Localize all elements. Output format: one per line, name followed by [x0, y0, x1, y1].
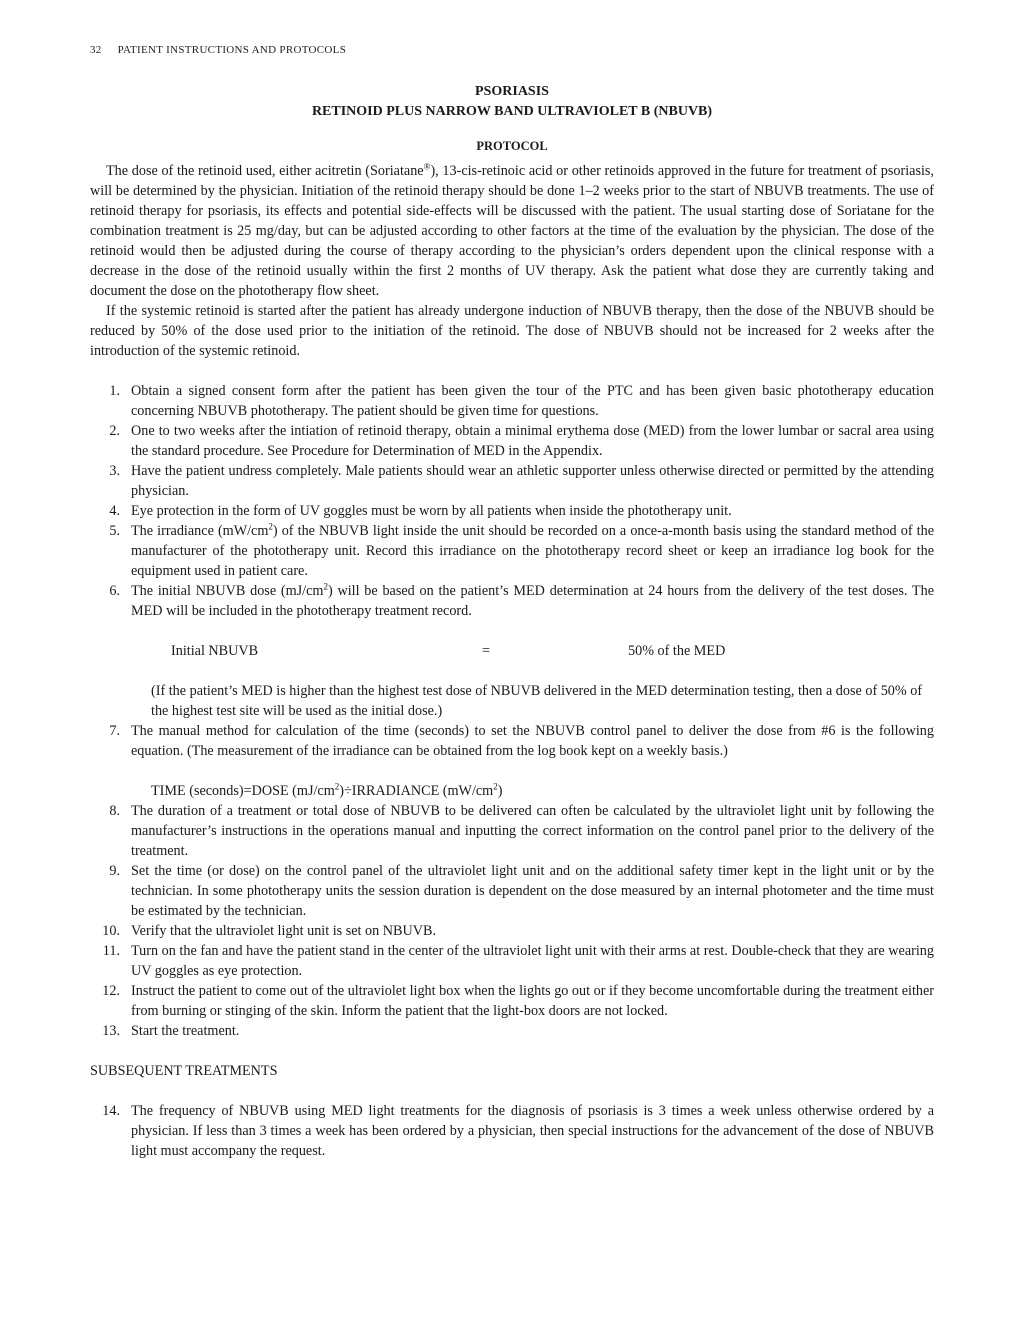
- step-text: [131, 583, 934, 619]
- time-equation: [90, 781, 934, 801]
- list-item: [90, 861, 934, 921]
- step-text: Have the patient undress completely. Male patients should wear an athletic supporter unless otherwise directed or permitted by the attending physician.: [131, 463, 934, 499]
- step-number: 14.: [102, 1103, 120, 1119]
- step-number: 9.: [109, 863, 120, 879]
- list-item: [90, 1101, 934, 1161]
- step-text-b: ) of the NBUVB light inside the unit should be recorded on a once-a-month basis using the standard method of the manufacturer of the phototherapy unit. Record this irradiance on the phototherapy record sheet or keep an irradiance log book for the equipment used in patient care.: [131, 523, 934, 579]
- intro-p1-text-b: ), 13-cis-retinoic acid or other retinoids approved in the future for treatment of psoriasis, will be determined by the physician. Initiation of the retinoid therapy should be done 1–2 weeks prior to the start of NBUVB treatments. The use of retinoid therapy for psoriasis, its effects and potential side-effects will be discussed with the patient. The usual starting dose of Soriatane for the combination treatment is 25 mg/day, but can be adjusted according to other factors at the time of the evaluation by the physician. The dose of the retinoid would then be adjusted during the course of therapy according to the physician’s orders dependent upon the clinical response with a decrease in the dose of the retinoid usually within the first 2 months of UV therapy. Ask the patient what dose they are currently taking and document the dose on the phototherapy flow sheet.: [90, 163, 934, 299]
- list-item: [90, 581, 934, 621]
- list-item: [90, 421, 934, 461]
- step-text-b: ) will be based on the patient’s MED determination at 24 hours from the delivery of the test doses. The MED will be included in the phototherapy treatment record.: [131, 583, 934, 619]
- list-item: [90, 521, 934, 581]
- document-page: [90, 40, 934, 1161]
- intro-section: [90, 161, 934, 361]
- step-text: The manual method for calculation of the time (seconds) to set the NBUVB control panel to deliver the dose from #6 is the following equation. (The measurement of the irradiance can be obtained from the log book kept on a weekly basis.): [131, 723, 934, 759]
- step-text-a: The irradiance (mW/cm: [131, 523, 269, 539]
- intro-p1-text-a: The dose of the retinoid used, either acitretin (Soriatane: [106, 163, 424, 179]
- step-text: Eye protection in the form of UV goggles must be worn by all patients when inside the phototherapy unit.: [131, 503, 732, 519]
- list-item: [90, 941, 934, 981]
- step-text: Verify that the ultraviolet light unit is set on NBUVB.: [131, 923, 436, 939]
- list-item: [90, 801, 934, 861]
- title-line-2: RETINOID PLUS NARROW BAND ULTRAVIOLET B (NBUVB): [311, 104, 713, 119]
- superscript: 2: [268, 521, 273, 532]
- running-title: PATIENT INSTRUCTIONS AND PROTOCOLS: [117, 44, 347, 56]
- formula-equals: =: [482, 643, 491, 659]
- step-number: 13.: [102, 1023, 120, 1039]
- equation-part-a: TIME (seconds)=DOSE (mJ/cm: [151, 783, 335, 799]
- protocol-steps-list: [90, 381, 934, 1041]
- superscript: 2: [493, 781, 498, 792]
- equation-part-b: )÷IRRADIANCE (mW/cm: [339, 783, 494, 799]
- list-item: [90, 461, 934, 501]
- section-title-protocol: PROTOCOL: [476, 139, 548, 153]
- equation-part-c: ): [497, 783, 503, 799]
- step-number: 5.: [109, 523, 120, 539]
- subsequent-steps-list: [90, 1101, 934, 1161]
- running-header: [90, 40, 934, 60]
- step-text: Set the time (or dose) on the control panel of the ultraviolet light unit and on the additional safety timer kept in the light unit or by the technician. In some phototherapy units the session duration is dependent on the dose measured by an internal photometer and the time must be estimated by the technician.: [131, 863, 934, 919]
- step-text: Obtain a signed consent form after the patient has been given the tour of the PTC and has been given basic phototherapy education concerning NBUVB phototherapy. The patient should be given time for questions.: [131, 383, 934, 419]
- step-number: 1.: [109, 383, 120, 399]
- step-number: 8.: [109, 803, 120, 819]
- document-title: [90, 82, 934, 122]
- formula-right: 50% of the MED: [628, 643, 726, 659]
- step-number: 6.: [109, 583, 120, 599]
- list-item: [90, 381, 934, 421]
- superscript: 2: [334, 781, 340, 792]
- list-item: [90, 921, 934, 941]
- title-line-1: PSORIASIS: [475, 84, 549, 99]
- step-number: 4.: [109, 503, 120, 519]
- step-number: 12.: [102, 983, 120, 999]
- step-number: 2.: [109, 423, 120, 439]
- intro-paragraph-1: [90, 161, 934, 301]
- step-number: 7.: [109, 723, 120, 739]
- step-text: [131, 523, 934, 579]
- formula-left: Initial NBUVB: [171, 643, 259, 659]
- step-text-a: The initial NBUVB dose (mJ/cm: [131, 583, 324, 599]
- intro-paragraph-2: If the systemic retinoid is started after the patient has already undergone induction of NBUVB therapy, then the dose of the NBUVB should be reduced by 50% of the dose used prior to the initiation of the retinoid. The dose of NBUVB should not be increased for 2 weeks after the introduction of the systemic retinoid.: [90, 303, 934, 359]
- initial-dose-formula: [90, 641, 934, 661]
- step-text: Turn on the fan and have the patient stand in the center of the ultraviolet light unit with their arms at rest. Double-check that they are wearing UV goggles as eye protection.: [131, 943, 934, 979]
- step-number: 3.: [109, 463, 120, 479]
- step-text: Start the treatment.: [131, 1023, 240, 1039]
- superscript: 2: [323, 581, 328, 592]
- list-item: [90, 501, 934, 521]
- step-text: Instruct the patient to come out of the ultraviolet light box when the lights go out or if they become uncomfortable during the treatment either from burning or stinging of the skin. Inform the patient that the light-box doors are not locked.: [131, 983, 934, 1019]
- step-number: 10.: [102, 923, 120, 939]
- step-text: The duration of a treatment or total dose of NBUVB to be delivered can often be calculated by the ultraviolet light unit by following the manufacturer’s instructions in the operations manual and inputting the correct information on the control panel prior to the delivery of the treatment.: [131, 803, 934, 859]
- list-item: [90, 1021, 934, 1041]
- step-text: One to two weeks after the intiation of retinoid therapy, obtain a minimal erythema dose (MED) from the lower lumbar or sacral area using the standard procedure. See Procedure for Determination of MED in the Appendix.: [131, 423, 934, 459]
- step-number: 11.: [102, 943, 120, 959]
- registered-mark: ®: [423, 161, 431, 172]
- subsequent-treatments-heading: SUBSEQUENT TREATMENTS: [90, 1063, 278, 1079]
- med-note: (If the patient’s MED is higher than the highest test dose of NBUVB delivered in the MED determination testing, then a dose of 50% of the highest test site will be used as the initial dose.): [151, 683, 923, 719]
- list-item: [90, 721, 934, 761]
- list-item: [90, 981, 934, 1021]
- page-number: 32: [90, 44, 102, 56]
- step-text: The frequency of NBUVB using MED light treatments for the diagnosis of psoriasis is 3 times a week unless otherwise ordered by a physician. If less than 3 times a week has been ordered by a physician, then special instructions for the advancement of the dose of NBUVB light must accompany the request.: [131, 1103, 934, 1159]
